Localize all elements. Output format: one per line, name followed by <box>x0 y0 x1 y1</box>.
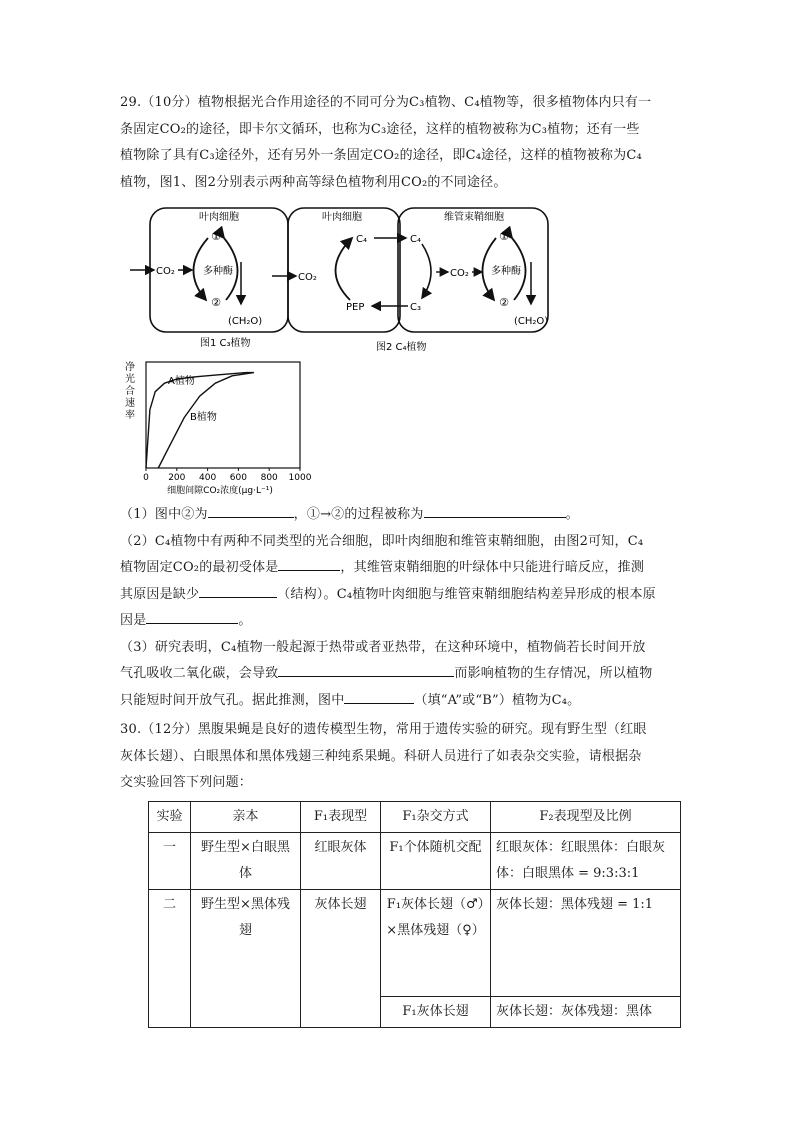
q30-line: 交实验回答下列问题： <box>120 775 253 790</box>
header-f1-cross: F₁杂交方式 <box>381 802 491 833</box>
header-parents: 亲本 <box>191 802 301 833</box>
chart-ylabel <box>125 360 135 421</box>
sub3-line1: （3）研究表明，C₄植物一般起源于热带或者亚热带，在这种环境中，植物倘若长时间开放 <box>120 639 646 655</box>
chart-x-tick-label: 800 <box>260 473 278 483</box>
sub2-line4 <box>120 608 680 635</box>
sub2-text: 。 <box>238 613 252 628</box>
fig2-caption: 图2 C₄植物 <box>376 342 427 353</box>
sub2-text: 植物固定CO₂的最初受体是 <box>120 560 279 575</box>
sub1-text-c: 。 <box>565 507 579 522</box>
q29-intro <box>120 90 680 196</box>
q30-intro <box>120 717 680 797</box>
chart-series-label: B植物 <box>190 412 217 423</box>
cell-experiment: 二 <box>149 890 191 1028</box>
cell-parents: 野生型×黑体残翅 <box>191 890 301 1028</box>
cross-experiment-table <box>148 801 681 1028</box>
sub2-line2 <box>120 555 680 582</box>
cell-f1: 红眼灰体 <box>301 833 381 890</box>
sub3-text: 而影响植物的生存情况，所以植物 <box>454 666 653 681</box>
cell-experiment: 一 <box>149 833 191 890</box>
chart-xlabel: 细胞间隙CO₂浓度(μg·L⁻¹) <box>167 486 273 496</box>
chart-x-tick-label: 1000 <box>288 473 312 483</box>
fig2-co2b-label: CO₂ <box>450 268 469 279</box>
sub3-text: （填“A”或“B”）植物为C₄。 <box>414 692 581 708</box>
fig2-node2: ② <box>499 296 509 309</box>
sub3-line3 <box>120 688 680 715</box>
fig1-product: (CH₂O) <box>228 316 263 327</box>
fig2-c4-label: C₄ <box>356 234 367 245</box>
q29-subquestions <box>120 502 680 714</box>
answer-blank-4[interactable] <box>199 583 277 598</box>
header-f2-ratio: F₂表现型及比例 <box>491 802 681 833</box>
chart-ylabel-char: 光 <box>125 374 135 385</box>
fig2-cell-a-label: 叶肉细胞 <box>322 212 362 223</box>
chart-ylabel-char: 合 <box>125 386 135 397</box>
sub1-text-a: （1）图中②为 <box>120 507 208 522</box>
chart-ylabel-char: 率 <box>125 410 135 421</box>
sub3-text: 气孔吸收二氧化碳，会导致 <box>120 666 279 681</box>
sub1-line <box>120 502 680 529</box>
cell-f2: 红眼灰体：红眼黑体：白眼灰体：白眼黑体 = 9:3:3:1 <box>491 833 681 890</box>
table-row <box>149 890 681 997</box>
cell-parents: 野生型×白眼黑体 <box>191 833 301 890</box>
cell-f1: 灰体长翅 <box>301 890 381 1028</box>
cell-cross: F₁灰体长翅（♂）×黑体残翅（♀） <box>381 890 491 997</box>
q30-line: 30.（12分）黑腹果蝇是良好的遗传模型生物，常用于遗传实验的研究。现有野生型（红眼 <box>120 722 647 737</box>
cell-cross: F₁灰体长翅 <box>381 997 491 1028</box>
fig1-cell-label: 叶肉细胞 <box>199 212 239 223</box>
fig1-co2-label: CO₂ <box>156 266 175 277</box>
q30-line: 灰体长翅）、白眼黑体和黑体残翅三种纯系果蝇。科研人员进行了如表杂交实验，请根据杂 <box>120 748 642 764</box>
table-row <box>149 833 681 890</box>
fig2-node1: ① <box>499 230 509 243</box>
answer-blank-3[interactable] <box>278 556 340 571</box>
q29-line: 植物除了具有C₃途径外，还有另外一条固定CO₂的途径，即C₄途径，这样的植物被称为C₄ <box>120 148 642 163</box>
fig2-product: (CH₂O) <box>514 316 549 327</box>
fig2-enzyme: 多种酶 <box>491 266 521 277</box>
sub1-text-b: ，①→②的过程被称为 <box>293 507 424 522</box>
answer-blank-6[interactable] <box>278 662 454 677</box>
fig2-c4b-label: C₄ <box>410 234 421 245</box>
fig1-node1: ① <box>211 230 221 243</box>
fig1-enzyme: 多种酶 <box>203 266 233 277</box>
fig2-c4-c3-arc <box>422 244 431 298</box>
sub2-line1: （2）C₄植物中有两种不同类型的光合细胞，即叶肉细胞和维管束鞘细胞，由图2可知，C₄ <box>120 533 644 549</box>
q29-line: 植物，图1、图2分别表示两种高等绿色植物利用CO₂的不同途径。 <box>120 174 507 190</box>
cell-f2: 灰体长翅：黑体残翅 = 1:1 <box>491 890 681 997</box>
sub2-text: （结构）。C₄植物叶肉细胞与维管束鞘细胞结构差异形成的根本原 <box>277 586 656 602</box>
fig1-caption: 图1 C₃植物 <box>200 338 251 349</box>
chart-ylabel-char: 净 <box>125 362 135 373</box>
cell-cross: F₁个体随机交配 <box>381 833 491 890</box>
header-f1-phenotype: F₁表现型 <box>301 802 381 833</box>
sub3-line2 <box>120 661 680 688</box>
chart-x-tick-label: 400 <box>199 473 217 483</box>
header-experiment: 实验 <box>149 802 191 833</box>
fig2-cell-b-label: 维管束鞘细胞 <box>444 212 504 223</box>
sub2-text: ，其维管束鞘细胞的叶绿体中只能进行暗反应，推测 <box>340 560 645 575</box>
pathway-figures <box>120 200 560 360</box>
chart-x-tick-label: 200 <box>168 473 186 483</box>
chart-series-label: A植物 <box>168 376 195 387</box>
fig2-mesophyll-arc <box>335 238 352 300</box>
photosynthesis-rate-chart <box>120 358 330 500</box>
q29-line: 条固定CO₂的途径，即卡尔文循环，也称为C₃途径，这样的植物被称为C₃植物；还有一些 <box>120 121 640 137</box>
fig2-c3-label: C₃ <box>410 302 421 313</box>
chart-ylabel-char: 速 <box>125 398 135 409</box>
answer-blank-5[interactable] <box>146 609 238 624</box>
fig2-pep-label: PEP <box>346 302 365 313</box>
cell-f2: 灰体长翅：灰体残翅：黑体 <box>491 997 681 1028</box>
sub2-text: 因是 <box>120 613 147 628</box>
sub2-line3 <box>120 582 680 609</box>
fig2-mesophyll-cell <box>288 208 400 332</box>
table-header-row <box>149 802 681 833</box>
answer-blank-1[interactable] <box>208 503 294 518</box>
fig2-co2-label: CO₂ <box>298 272 317 283</box>
sub3-text: 只能短时间开放气孔。据此推测，图中 <box>120 692 345 708</box>
answer-blank-7[interactable] <box>344 689 414 704</box>
q29-line: 29.（10分）植物根据光合作用途径的不同可分为C₃植物、C₄植物等，很多植物体内只有一 <box>120 95 652 110</box>
chart-x-tick-label: 600 <box>229 473 247 483</box>
answer-blank-2[interactable] <box>424 503 566 518</box>
sub2-text: 其原因是缺少 <box>120 586 200 602</box>
chart-x-tick-label: 0 <box>143 473 149 483</box>
fig1-node2: ② <box>211 296 221 309</box>
